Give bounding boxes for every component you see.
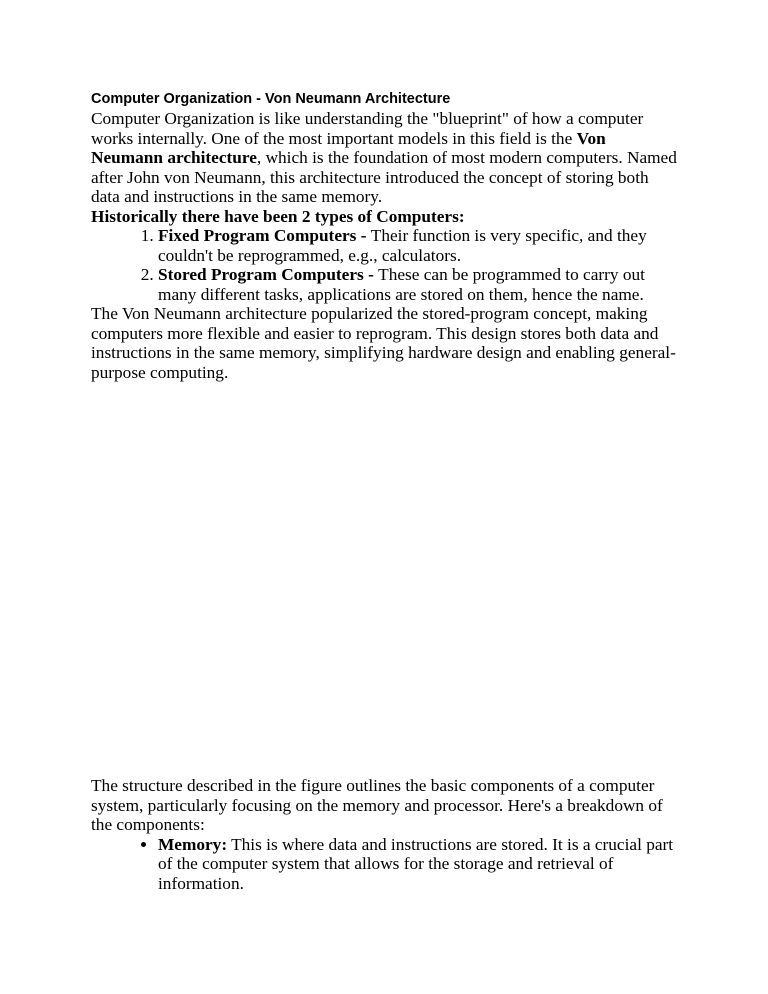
document-page (91, 89, 681, 893)
list-item (158, 835, 681, 894)
list-item (158, 226, 681, 265)
structure-paragraph: The structure described in the figure outlines the basic components of a computer system, particularly focusing on the memory and processor. Here's a breakdown of the components: (91, 776, 663, 834)
type-name: Stored Program Computers - (158, 265, 379, 284)
computer-types-list (91, 226, 681, 304)
intro-text-part2: , which is the foundation of most modern computers. Named after John von Neumann, this architecture introduced the concept of storing both data and instructions in the same memory. (91, 148, 677, 206)
figure-placeholder (91, 382, 681, 776)
intro-text-part1: Computer Organization is like understanding the "blueprint" of how a computer works internally. One of the most important models in this field is the (91, 109, 644, 148)
types-heading: Historically there have been 2 types of Computers: (91, 206, 465, 226)
type-description: Their function is very specific, and they couldn't be reprogrammed, e.g., calculators. (158, 226, 647, 265)
document-title: Computer Organization - Von Neumann Architecture (91, 91, 451, 107)
type-description: These can be programmed to carry out many different tasks, applications are stored on them, hence the name. (158, 265, 645, 304)
von-neumann-paragraph: The Von Neumann architecture popularized the stored-program concept, making computers more flexible and easier to reprogram. This design stores both data and instructions in the same memory, simplifying hardware design and enabling general-purpose computing. (91, 304, 676, 382)
intro-bold-term: Von Neumann architecture (91, 128, 606, 167)
list-item (158, 265, 681, 304)
component-name: Memory: (158, 834, 228, 854)
intro-paragraph (91, 109, 681, 207)
component-description: This is where data and instructions are stored. It is a crucial part of the computer system that allows for the storage and retrieval of information. (158, 834, 674, 893)
type-name: Fixed Program Computers - (158, 226, 371, 245)
components-list (91, 835, 681, 894)
